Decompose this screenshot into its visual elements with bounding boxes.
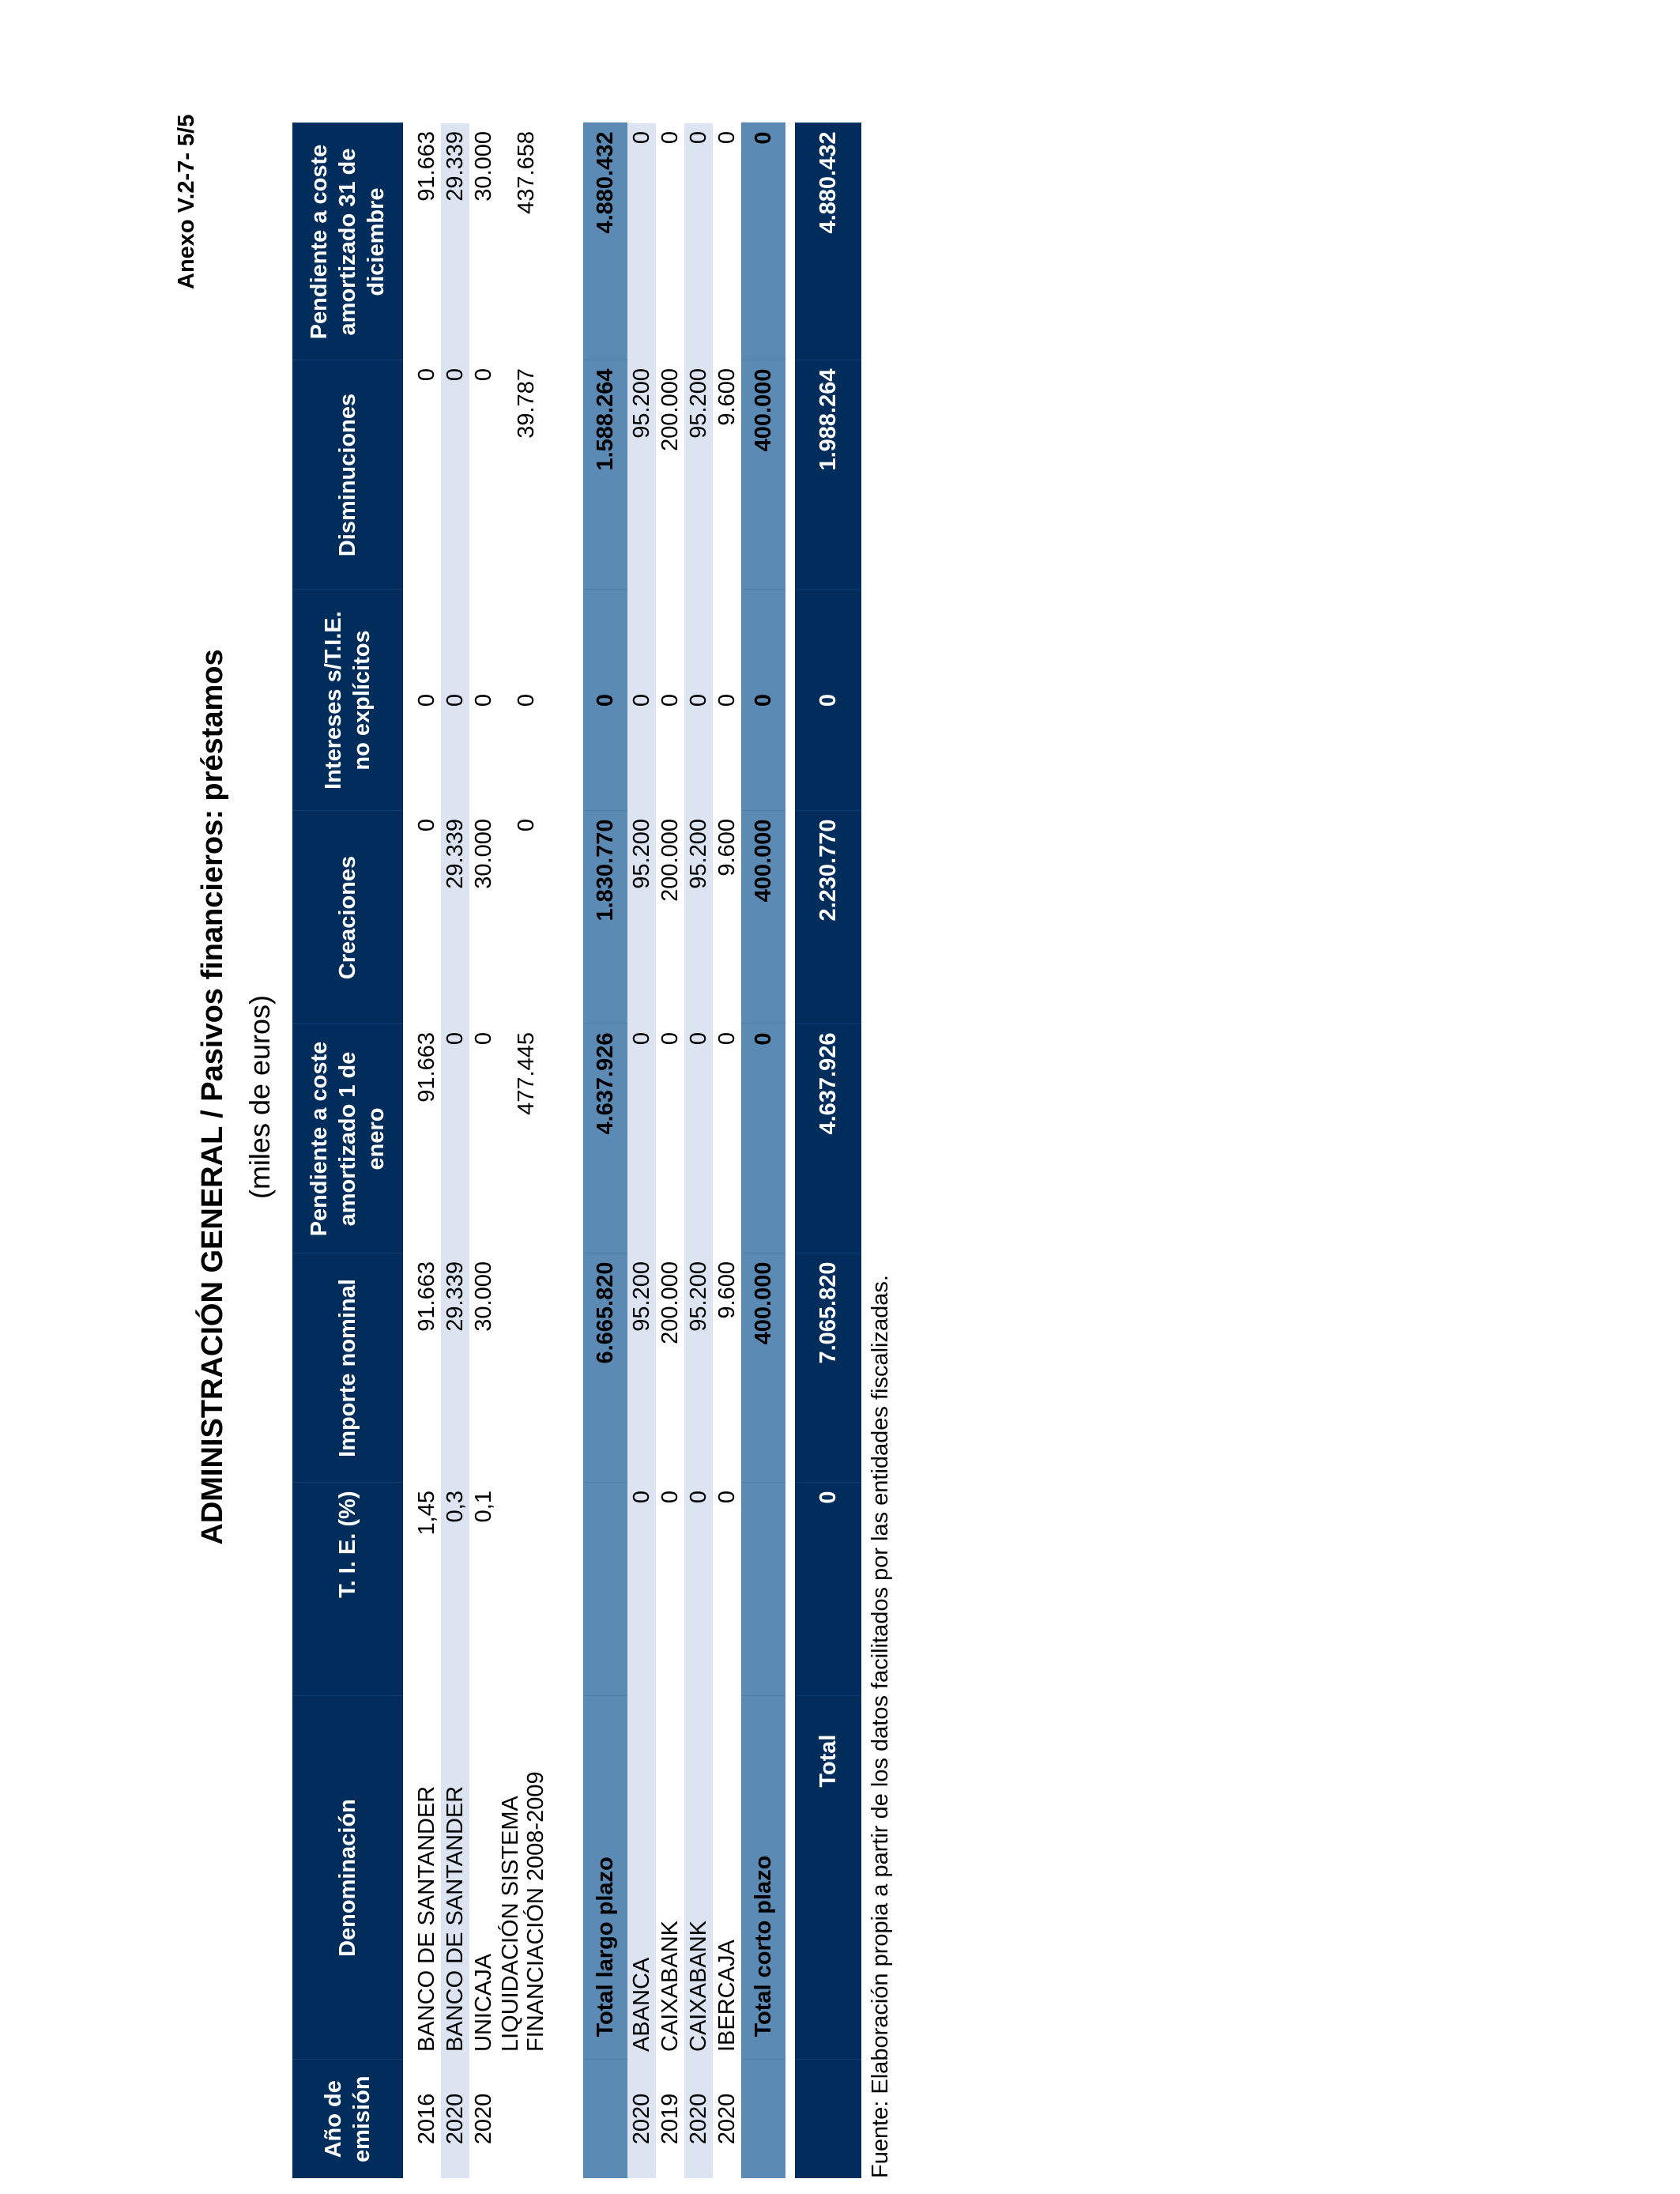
cell-interest: 0 (795, 590, 861, 811)
cell-nominal: 29.339 (441, 1253, 469, 1483)
cell-pending-end: 30.000 (469, 123, 498, 360)
cell-creations: 30.000 (469, 811, 498, 1024)
cell-creations: 29.339 (441, 811, 469, 1024)
cell-nominal: 6.665.820 (583, 1253, 627, 1483)
cell-year: 2020 (627, 2060, 656, 2178)
cell-tie: 0,1 (469, 1483, 498, 1696)
cell-tie (498, 1483, 555, 1696)
cell-year: 2020 (469, 2060, 498, 2178)
cell-empty (583, 2060, 627, 2178)
cell-denomination: ABANCA (627, 1696, 656, 2060)
table-row (627, 123, 656, 2178)
cell-decreases: 9.600 (713, 360, 741, 590)
cell-pending-end: 0 (713, 123, 741, 360)
cell-pending-end: 0 (684, 123, 713, 360)
table-row (441, 123, 469, 2178)
cell-creations: 0 (412, 811, 441, 1024)
subtotal-label: Total corto plazo (741, 1696, 785, 2060)
header-denomination: Denominación (292, 1696, 403, 2060)
cell-year: 2020 (713, 2060, 741, 2178)
cell-pending-start: 0 (656, 1024, 684, 1253)
cell-tie: 0 (627, 1483, 656, 1696)
subtotal-label: Total largo plazo (583, 1696, 627, 2060)
cell-nominal: 200.000 (656, 1253, 684, 1483)
cell-tie: 0 (713, 1483, 741, 1696)
cell-creations: 2.230.770 (795, 811, 861, 1024)
cell-interest: 0 (713, 590, 741, 811)
cell-interest: 0 (469, 590, 498, 811)
cell-denomination: BANCO DE SANTANDER (441, 1696, 469, 2060)
cell-pending-end: 0 (656, 123, 684, 360)
cell-decreases: 39.787 (498, 360, 555, 590)
table-row (498, 123, 555, 2178)
header-decreases: Disminuciones (292, 360, 403, 590)
cell-interest: 0 (583, 590, 627, 811)
cell-pending-start: 0 (741, 1024, 785, 1253)
annex-reference: Anexo V.2-7- 5/5 (174, 114, 199, 289)
cell-pending-start: 0 (713, 1024, 741, 1253)
header-pending-start: Pendiente a coste amortizado 1 de enero (292, 1024, 403, 1253)
cell-pending-end: 0 (627, 123, 656, 360)
cell-creations: 9.600 (713, 811, 741, 1024)
cell-year: 2019 (656, 2060, 684, 2178)
header-nominal: Importe nominal (292, 1253, 403, 1483)
cell-interest: 0 (741, 590, 785, 811)
cell-interest: 0 (441, 590, 469, 811)
cell-decreases: 200.000 (656, 360, 684, 590)
cell-creations: 200.000 (656, 811, 684, 1024)
table-row (412, 123, 441, 2178)
grand-total-label: Total (795, 1696, 861, 2060)
header-pending-end: Pendiente a coste amortizado 31 de diciembre (292, 123, 403, 360)
cell-interest: 0 (627, 590, 656, 811)
spacer-row (785, 123, 795, 2178)
cell-tie: 1,45 (412, 1483, 441, 1696)
spacer-row (403, 123, 412, 2178)
cell-tie: 0,3 (441, 1483, 469, 1696)
cell-interest: 0 (412, 590, 441, 811)
cell-nominal: 95.200 (684, 1253, 713, 1483)
cell-pending-end: 437.658 (498, 123, 555, 360)
cell-year (498, 2060, 555, 2178)
cell-pending-end: 91.663 (412, 123, 441, 360)
cell-pending-start: 477.445 (498, 1024, 555, 1253)
loans-table (292, 123, 861, 2179)
cell-creations: 0 (498, 811, 555, 1024)
cell-empty (741, 1483, 785, 1696)
cell-year: 2020 (684, 2060, 713, 2178)
cell-decreases: 95.200 (684, 360, 713, 590)
cell-pending-start: 91.663 (412, 1024, 441, 1253)
cell-interest: 0 (684, 590, 713, 811)
cell-pending-start: 0 (469, 1024, 498, 1253)
header-tie: T. I. E. (%) (292, 1483, 403, 1696)
page-title: ADMINISTRACIÓN GENERAL / Pasivos financieros: préstamos (196, 649, 229, 1545)
cell-pending-start: 0 (441, 1024, 469, 1253)
cell-creations: 95.200 (627, 811, 656, 1024)
cell-decreases: 0 (441, 360, 469, 590)
cell-tie: 0 (684, 1483, 713, 1696)
cell-denomination: CAIXABANK (684, 1696, 713, 2060)
cell-pending-end: 4.880.432 (583, 123, 627, 360)
cell-pending-end: 0 (741, 123, 785, 360)
cell-nominal: 95.200 (627, 1253, 656, 1483)
header-creations: Creaciones (292, 811, 403, 1024)
cell-empty (741, 2060, 785, 2178)
table-row (684, 123, 713, 2178)
cell-creations: 1.830.770 (583, 811, 627, 1024)
cell-decreases: 1.588.264 (583, 360, 627, 590)
cell-pending-start: 4.637.926 (795, 1024, 861, 1253)
cell-nominal: 91.663 (412, 1253, 441, 1483)
subtotal-row-short-term (741, 123, 785, 2178)
cell-decreases: 0 (412, 360, 441, 590)
cell-empty (795, 2060, 861, 2178)
cell-decreases: 400.000 (741, 360, 785, 590)
cell-tie: 0 (656, 1483, 684, 1696)
cell-denomination: BANCO DE SANTANDER (412, 1696, 441, 2060)
cell-pending-end: 29.339 (441, 123, 469, 360)
cell-pending-end: 4.880.432 (795, 123, 861, 360)
cell-empty (583, 1483, 627, 1696)
header-interest: Intereses s/T.I.E. no explícitos (292, 590, 403, 811)
subtotal-row-long-term (583, 123, 627, 2178)
cell-pending-start: 0 (627, 1024, 656, 1253)
page-subtitle: (miles de euros) (243, 994, 276, 1200)
cell-pending-start: 4.637.926 (583, 1024, 627, 1253)
cell-nominal: 9.600 (713, 1253, 741, 1483)
cell-pending-start: 0 (684, 1024, 713, 1253)
cell-creations: 400.000 (741, 811, 785, 1024)
table-row (713, 123, 741, 2178)
cell-nominal: 30.000 (469, 1253, 498, 1483)
cell-creations: 95.200 (684, 811, 713, 1024)
spacer-row (555, 123, 583, 2178)
cell-denomination: IBERCAJA (713, 1696, 741, 2060)
cell-decreases: 1.988.264 (795, 360, 861, 590)
header-year: Año de emisión (292, 2060, 403, 2178)
cell-denomination: CAIXABANK (656, 1696, 684, 2060)
table-row (656, 123, 684, 2178)
cell-tie: 0 (795, 1483, 861, 1696)
cell-interest: 0 (498, 590, 555, 811)
cell-nominal: 400.000 (741, 1253, 785, 1483)
cell-interest: 0 (656, 590, 684, 811)
cell-decreases: 95.200 (627, 360, 656, 590)
table-row (469, 123, 498, 2178)
cell-year: 2016 (412, 2060, 441, 2178)
cell-nominal (498, 1253, 555, 1483)
cell-year: 2020 (441, 2060, 469, 2178)
cell-decreases: 0 (469, 360, 498, 590)
source-note: Fuente: Elaboración propia a partir de los datos facilitados por las entidades fiscalizadas. (868, 1275, 893, 2178)
cell-denomination: UNICAJA (469, 1696, 498, 2060)
table-header-row (292, 123, 403, 2178)
cell-denomination: LIQUIDACIÓN SISTEMA FINANCIACIÓN 2008-2009 (498, 1696, 555, 2060)
cell-nominal: 7.065.820 (795, 1253, 861, 1483)
grand-total-row (795, 123, 861, 2178)
